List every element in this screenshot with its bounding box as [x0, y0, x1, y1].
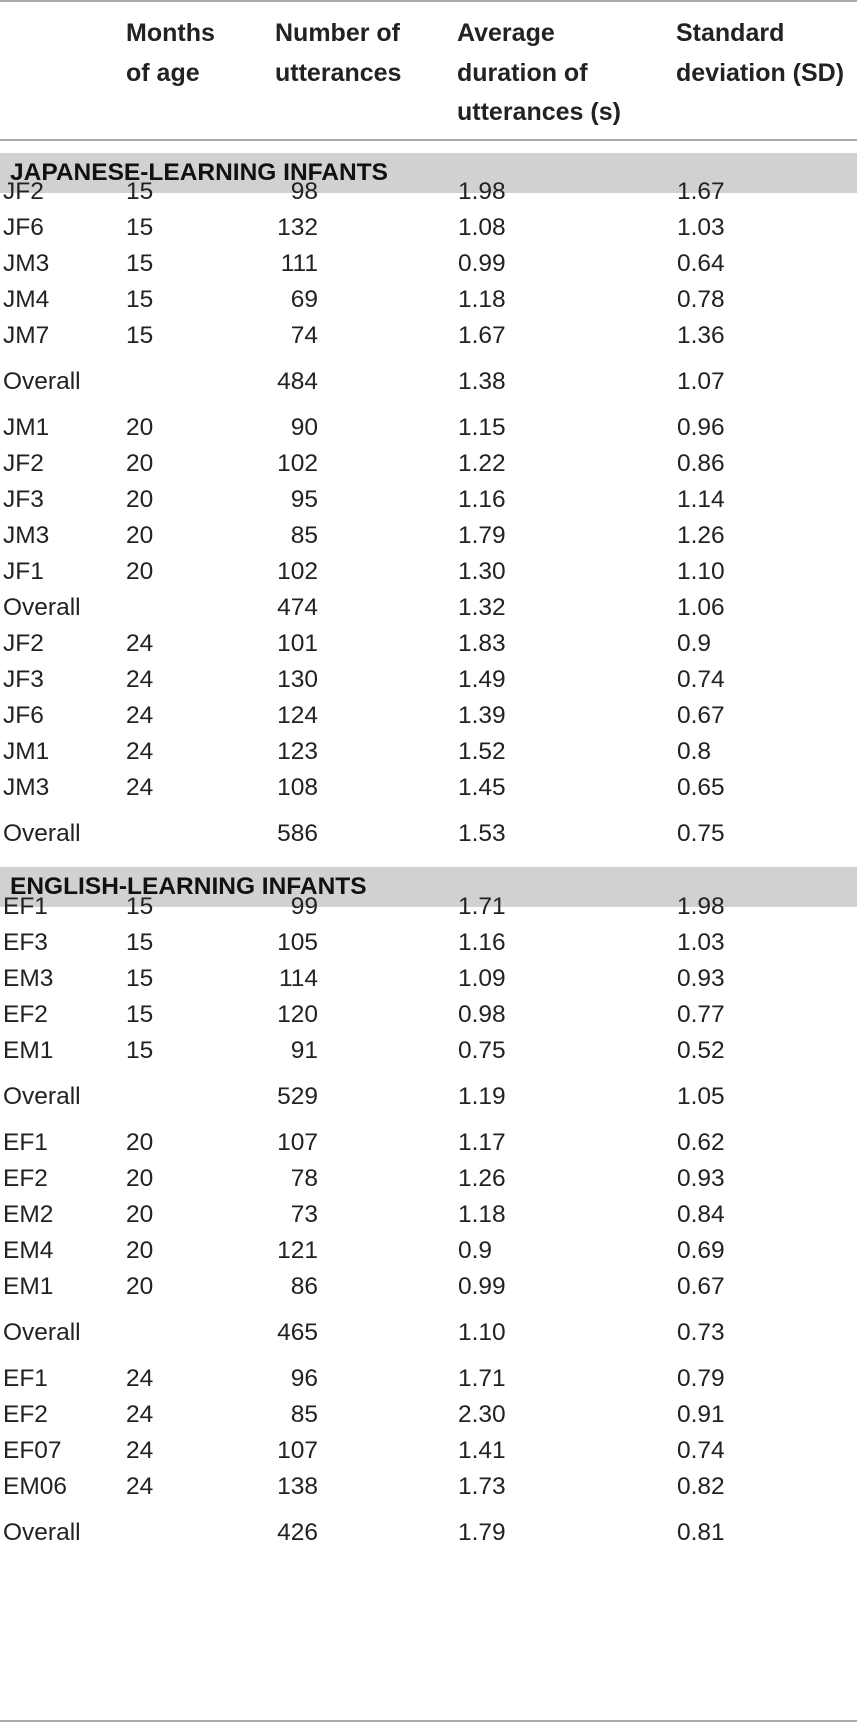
sd-cell: 0.96 — [677, 414, 725, 441]
participant-cell: JF3 — [3, 666, 44, 693]
age-cell: 15 — [126, 286, 154, 313]
table-row — [0, 995, 857, 1035]
average-duration-cell: 0.99 — [458, 250, 506, 277]
sd-cell: 0.84 — [677, 1201, 725, 1228]
sd-cell: 1.07 — [677, 368, 725, 395]
participant-cell: EM4 — [3, 1237, 54, 1264]
sd-cell: 0.65 — [677, 774, 725, 801]
participant-cell: EF2 — [3, 1001, 48, 1028]
table-row — [0, 1395, 857, 1435]
sd-cell: 1.14 — [677, 486, 725, 513]
average-duration-cell: 1.41 — [458, 1437, 506, 1464]
participant-cell: EF07 — [3, 1437, 62, 1464]
header-number-of-utterances: Number of utterances — [275, 19, 402, 87]
table-row — [0, 552, 857, 592]
sd-cell: 0.79 — [677, 1365, 725, 1392]
sd-cell: 1.03 — [677, 929, 725, 956]
table-row — [0, 959, 857, 999]
utterance-count-cell: 85 — [290, 1401, 318, 1428]
utterance-count-cell: 69 — [290, 286, 318, 313]
participant-cell: JM4 — [3, 286, 50, 313]
average-duration-cell: 1.18 — [458, 286, 506, 313]
utterance-count-cell: 105 — [277, 929, 318, 956]
sd-cell: 1.05 — [677, 1083, 725, 1110]
utterance-count-cell: 95 — [290, 486, 318, 513]
sd-cell: 0.67 — [677, 702, 725, 729]
overall-row — [0, 362, 857, 402]
utterance-count-cell: 98 — [290, 178, 318, 205]
utterance-count-cell: 529 — [277, 1083, 318, 1110]
age-cell: 15 — [126, 1001, 154, 1028]
participant-cell: JF3 — [3, 486, 44, 513]
table-row — [0, 923, 857, 963]
average-duration-cell: 1.18 — [458, 1201, 506, 1228]
sd-cell: 0.86 — [677, 450, 725, 477]
utterance-count-cell: 85 — [290, 522, 318, 549]
section-title: ENGLISH-LEARNING INFANTS — [10, 873, 367, 900]
average-duration-cell: 1.38 — [458, 368, 506, 395]
sd-cell: 0.77 — [677, 1001, 725, 1028]
sd-cell: 1.98 — [677, 893, 725, 920]
table-row — [0, 444, 857, 484]
age-cell: 15 — [126, 178, 154, 205]
utterance-count-cell: 91 — [290, 1037, 318, 1064]
average-duration-cell: 1.09 — [458, 965, 506, 992]
table-row — [0, 1031, 857, 1071]
utterance-count-cell: 99 — [290, 893, 318, 920]
utterance-count-cell: 484 — [277, 368, 318, 395]
utterance-count-cell: 96 — [290, 1365, 318, 1392]
age-cell: 24 — [126, 666, 154, 693]
average-duration-cell: 0.98 — [458, 1001, 506, 1028]
utterance-count-cell: 107 — [277, 1129, 318, 1156]
overall-row — [0, 1513, 857, 1553]
participant-cell: Overall — [3, 1319, 81, 1346]
age-cell: 20 — [126, 450, 154, 477]
average-duration-cell: 0.75 — [458, 1037, 506, 1064]
top-rule — [0, 0, 857, 2]
average-duration-cell: 1.49 — [458, 666, 506, 693]
age-cell: 24 — [126, 1437, 154, 1464]
average-duration-cell: 1.45 — [458, 774, 506, 801]
average-duration-cell: 0.99 — [458, 1273, 506, 1300]
participant-cell: EF1 — [3, 1365, 48, 1392]
participant-cell: Overall — [3, 1083, 81, 1110]
age-cell: 15 — [126, 250, 154, 277]
age-cell: 24 — [126, 774, 154, 801]
age-cell: 20 — [126, 486, 154, 513]
utterance-count-cell: 130 — [277, 666, 318, 693]
age-cell: 15 — [126, 322, 154, 349]
utterance-count-cell: 123 — [277, 738, 318, 765]
table-row — [0, 1123, 857, 1163]
table-row — [0, 408, 857, 448]
participant-cell: EF2 — [3, 1401, 48, 1428]
sd-cell: 1.26 — [677, 522, 725, 549]
average-duration-cell: 1.53 — [458, 820, 506, 847]
table-row — [0, 624, 857, 664]
overall-row — [0, 588, 857, 628]
sd-cell: 0.75 — [677, 820, 725, 847]
age-cell: 24 — [126, 1401, 154, 1428]
age-cell: 15 — [126, 893, 154, 920]
average-duration-cell: 1.79 — [458, 522, 506, 549]
sd-cell: 1.10 — [677, 558, 725, 585]
average-duration-cell: 1.98 — [458, 178, 506, 205]
utterance-count-cell: 108 — [277, 774, 318, 801]
table-row — [0, 1231, 857, 1271]
sd-cell: 0.74 — [677, 666, 725, 693]
table-row — [0, 887, 857, 927]
table-row — [0, 244, 857, 284]
sd-cell: 0.73 — [677, 1319, 725, 1346]
average-duration-cell: 0.9 — [458, 1237, 493, 1264]
participant-cell: Overall — [3, 1519, 81, 1546]
age-cell: 20 — [126, 1129, 154, 1156]
age-cell: 24 — [126, 1473, 154, 1500]
average-duration-cell: 2.30 — [458, 1401, 506, 1428]
average-duration-cell: 1.19 — [458, 1083, 506, 1110]
header-rule — [0, 139, 857, 141]
sd-cell: 1.06 — [677, 594, 725, 621]
utterance-count-cell: 465 — [277, 1319, 318, 1346]
sd-cell: 0.52 — [677, 1037, 725, 1064]
average-duration-cell: 1.17 — [458, 1129, 506, 1156]
table-row — [0, 660, 857, 700]
participant-cell: JM7 — [3, 322, 50, 349]
participant-cell: JM1 — [3, 414, 50, 441]
sd-cell: 0.81 — [677, 1519, 725, 1546]
participant-cell: Overall — [3, 820, 81, 847]
table-row — [0, 172, 857, 212]
utterance-count-cell: 586 — [277, 820, 318, 847]
utterance-count-cell: 107 — [277, 1437, 318, 1464]
participant-cell: JM3 — [3, 774, 50, 801]
average-duration-cell: 1.83 — [458, 630, 506, 657]
utterance-count-cell: 86 — [290, 1273, 318, 1300]
average-duration-cell: 1.08 — [458, 214, 506, 241]
average-duration-cell: 1.71 — [458, 1365, 506, 1392]
age-cell: 24 — [126, 738, 154, 765]
average-duration-cell: 1.73 — [458, 1473, 506, 1500]
age-cell: 24 — [126, 630, 154, 657]
participant-cell: EF1 — [3, 1129, 48, 1156]
overall-row — [0, 1313, 857, 1353]
utterance-count-cell: 73 — [290, 1201, 318, 1228]
sd-cell: 0.93 — [677, 1165, 725, 1192]
age-cell: 20 — [126, 1273, 154, 1300]
utterance-count-cell: 102 — [277, 450, 318, 477]
utterance-count-cell: 120 — [277, 1001, 318, 1028]
utterance-count-cell: 138 — [277, 1473, 318, 1500]
average-duration-cell: 1.15 — [458, 414, 506, 441]
header-months-of-age: Months of age — [126, 19, 215, 87]
sd-cell: 1.67 — [677, 178, 725, 205]
overall-row — [0, 814, 857, 854]
participant-cell: JM3 — [3, 250, 50, 277]
participant-cell: JF2 — [3, 450, 44, 477]
table-row — [0, 1159, 857, 1199]
table-row — [0, 768, 857, 808]
participant-cell: EM2 — [3, 1201, 54, 1228]
age-cell: 15 — [126, 214, 154, 241]
average-duration-cell: 1.71 — [458, 893, 506, 920]
average-duration-cell: 1.67 — [458, 322, 506, 349]
average-duration-cell: 1.79 — [458, 1519, 506, 1546]
table-row — [0, 480, 857, 520]
sd-cell: 1.36 — [677, 322, 725, 349]
sd-cell: 0.93 — [677, 965, 725, 992]
age-cell: 20 — [126, 1201, 154, 1228]
table-row — [0, 696, 857, 736]
utterance-count-cell: 74 — [290, 322, 318, 349]
participant-cell: JM3 — [3, 522, 50, 549]
utterance-count-cell: 114 — [278, 965, 318, 992]
bottom-rule — [0, 1720, 857, 1722]
utterance-count-cell: 111 — [280, 250, 318, 277]
participant-cell: JF2 — [3, 630, 44, 657]
age-cell: 15 — [126, 965, 154, 992]
section-title: JAPANESE-LEARNING INFANTS — [10, 159, 388, 186]
average-duration-cell: 1.30 — [458, 558, 506, 585]
utterance-count-cell: 474 — [277, 594, 318, 621]
header-standard-deviation: Standard deviation (SD) — [676, 19, 845, 87]
average-duration-cell: 1.16 — [458, 929, 506, 956]
sd-cell: 0.91 — [677, 1401, 725, 1428]
utterance-count-cell: 102 — [277, 558, 318, 585]
table-header — [0, 14, 857, 134]
participant-cell: JF2 — [3, 178, 44, 205]
utterance-count-cell: 101 — [277, 630, 318, 657]
table-row — [0, 1467, 857, 1507]
sd-cell: 0.82 — [677, 1473, 725, 1500]
age-cell: 20 — [126, 1165, 154, 1192]
participant-cell: EF3 — [3, 929, 48, 956]
table-row — [0, 516, 857, 556]
age-cell: 20 — [126, 414, 154, 441]
utterance-count-cell: 90 — [290, 414, 318, 441]
overall-row — [0, 1077, 857, 1117]
participant-cell: JF6 — [3, 214, 44, 241]
age-cell: 24 — [126, 702, 154, 729]
participant-cell: Overall — [3, 368, 81, 395]
sd-cell: 0.74 — [677, 1437, 725, 1464]
sd-cell: 0.62 — [677, 1129, 725, 1156]
table-row — [0, 280, 857, 320]
utterance-count-cell: 426 — [277, 1519, 318, 1546]
utterance-count-cell: 78 — [290, 1165, 318, 1192]
table-row — [0, 1359, 857, 1399]
average-duration-cell: 1.26 — [458, 1165, 506, 1192]
utterance-count-cell: 132 — [277, 214, 318, 241]
average-duration-cell: 1.16 — [458, 486, 506, 513]
age-cell: 20 — [126, 522, 154, 549]
participant-cell: JF6 — [3, 702, 44, 729]
participant-cell: EM3 — [3, 965, 54, 992]
age-cell: 20 — [126, 558, 154, 585]
average-duration-cell: 1.22 — [458, 450, 506, 477]
participant-cell: EM1 — [3, 1037, 54, 1064]
participant-cell: EM1 — [3, 1273, 54, 1300]
header-average-duration: Average duration of utterances (s) — [457, 19, 621, 126]
average-duration-cell: 1.52 — [458, 738, 506, 765]
average-duration-cell: 1.32 — [458, 594, 506, 621]
utterance-count-cell: 121 — [277, 1237, 318, 1264]
sd-cell: 0.9 — [677, 630, 712, 657]
utterance-count-cell: 124 — [277, 702, 318, 729]
participant-cell: EM06 — [3, 1473, 68, 1500]
participant-cell: JF1 — [3, 558, 44, 585]
participant-cell: EF2 — [3, 1165, 48, 1192]
sd-cell: 0.78 — [677, 286, 725, 313]
participant-cell: JM1 — [3, 738, 50, 765]
age-cell: 15 — [126, 929, 154, 956]
sd-cell: 0.67 — [677, 1273, 725, 1300]
age-cell: 15 — [126, 1037, 154, 1064]
sd-cell: 1.03 — [677, 214, 725, 241]
table-row — [0, 316, 857, 356]
table-row — [0, 1267, 857, 1307]
age-cell: 24 — [126, 1365, 154, 1392]
sd-cell: 0.8 — [677, 738, 712, 765]
table-row — [0, 732, 857, 772]
participant-cell: Overall — [3, 594, 81, 621]
table-row — [0, 1195, 857, 1235]
sd-cell: 0.69 — [677, 1237, 725, 1264]
table-row — [0, 208, 857, 248]
age-cell: 20 — [126, 1237, 154, 1264]
average-duration-cell: 1.10 — [458, 1319, 506, 1346]
average-duration-cell: 1.39 — [458, 702, 506, 729]
participant-cell: EF1 — [3, 893, 48, 920]
sd-cell: 0.64 — [677, 250, 725, 277]
table-row — [0, 1431, 857, 1471]
